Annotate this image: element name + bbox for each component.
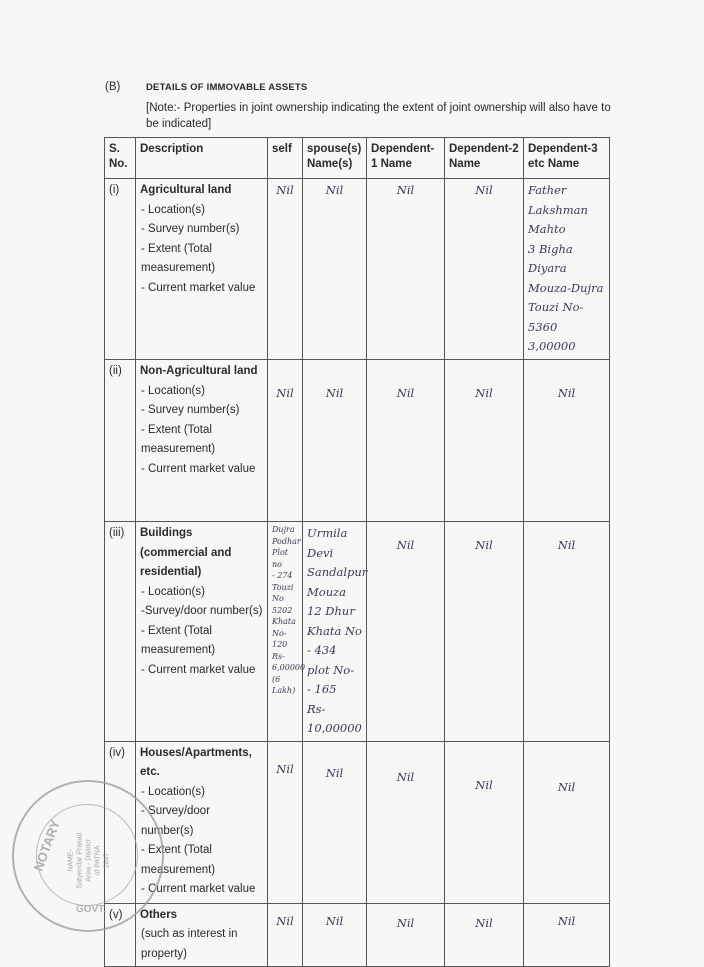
row-item: - Survey number(s) xyxy=(141,404,240,416)
cell-dependent-1: Nil xyxy=(367,179,445,360)
cell-dependent-1: Nil xyxy=(367,522,445,742)
cell-self: Nil xyxy=(268,903,303,967)
row-item: - Extent (Total measurement) xyxy=(141,624,216,656)
cell-dependent-1: Nil xyxy=(367,360,445,522)
handwritten-line: Plot no xyxy=(272,548,288,569)
handwritten-line: Rs- xyxy=(307,701,326,716)
handwritten-line: Father xyxy=(528,183,567,197)
handwritten-line: Lakshman xyxy=(528,202,588,217)
row-item: - Location(s) xyxy=(141,203,205,216)
cell-self: Nil xyxy=(268,179,303,360)
cell-dependent-3: Nil xyxy=(524,903,610,967)
cell-spouse: Nil xyxy=(303,903,367,967)
row-item: - Location(s) xyxy=(141,785,205,798)
seal-district: of PATNA xyxy=(94,845,102,876)
row-item: -Survey/door number(s) xyxy=(141,605,263,617)
immovable-assets-table xyxy=(104,137,610,967)
handwritten-line: - 434 xyxy=(307,643,337,657)
notary-seal xyxy=(12,780,164,932)
handwritten-line: Urmila Devi xyxy=(307,526,348,560)
seal-reg-no: 2847 xyxy=(103,852,111,869)
row-sno: (ii) xyxy=(105,360,136,522)
handwritten-line: Mouza xyxy=(307,584,347,599)
handwritten-line: 10,00000 xyxy=(307,721,362,735)
row-item: - Location(s) xyxy=(141,585,205,598)
table-row xyxy=(105,741,610,903)
handwritten-line: 120 xyxy=(272,640,288,649)
cell-dependent-3: Nil xyxy=(524,360,610,522)
row-sno: (i) xyxy=(105,179,136,360)
header-dependent-1: Dependent-1 Name xyxy=(367,138,445,179)
cell-dependent-2: Nil xyxy=(445,179,524,360)
header-dependent-2: Dependent-2 Name xyxy=(445,138,524,179)
row-item: (such as interest in property) xyxy=(141,928,238,960)
cell-dependent-2: Nil xyxy=(445,360,524,522)
handwritten-line: Sandalpur xyxy=(307,565,368,579)
handwritten-line: 3 Bigha xyxy=(528,241,573,256)
table-row xyxy=(105,360,610,522)
row-title: Buildings (commercial and residential) xyxy=(140,527,232,578)
handwritten-line: Dujra xyxy=(272,525,295,534)
handwritten-line: plot No- xyxy=(307,662,355,677)
seal-name-line: NAME- xyxy=(67,849,75,872)
cell-dependent-2: Nil xyxy=(445,522,524,742)
cell-dependent-2: Nil xyxy=(445,741,524,903)
cell-spouse: Nil xyxy=(303,741,367,903)
handwritten-line: Khata xyxy=(272,617,296,626)
handwritten-line: 3,00000 xyxy=(528,339,576,353)
row-title: Non-Agricultural land xyxy=(140,365,258,377)
header-description: Description xyxy=(136,138,268,179)
row-item: - Current market value xyxy=(141,883,256,895)
row-item: - Extent (Total measurement) xyxy=(141,844,216,876)
cell-spouse xyxy=(303,522,367,742)
row-title: Houses/Apartments, etc. xyxy=(140,746,252,778)
handwritten-line: Khata No xyxy=(307,623,362,638)
handwritten-line: Podhar xyxy=(272,536,301,546)
seal-area-line: Area - District xyxy=(85,839,93,882)
handwritten-line: - 165 xyxy=(307,682,337,696)
cell-spouse: Nil xyxy=(303,179,367,360)
cell-dependent-3 xyxy=(524,179,610,360)
table-row xyxy=(105,179,610,360)
cell-dependent-3: Nil xyxy=(524,741,610,903)
row-title: Agricultural land xyxy=(140,184,232,196)
handwritten-line: 6,00000 xyxy=(272,663,306,672)
section-label: (B) xyxy=(105,81,121,93)
row-sno: (v) xyxy=(105,903,136,967)
header-sno: S. No. xyxy=(105,138,136,179)
handwritten-line: Diyara xyxy=(528,261,567,275)
cell-self: Nil xyxy=(268,741,303,903)
table-row xyxy=(105,522,610,742)
row-item: - Extent (Total measurement) xyxy=(141,423,216,455)
row-item: - Location(s) xyxy=(141,384,205,397)
section-note: [Note:- Properties in joint ownership indicating the extent of joint ownership will also have to be indicated] xyxy=(146,102,611,130)
table-row xyxy=(105,903,610,967)
row-item: - Survey/door number(s) xyxy=(141,805,211,837)
cell-self: Nil xyxy=(268,360,303,522)
seal-center-text xyxy=(67,826,112,896)
header-self: self xyxy=(268,138,303,179)
seal-govt-text: GOVT. xyxy=(76,904,107,915)
row-item: - Survey number(s) xyxy=(141,223,240,235)
header-dependent-3: Dependent-3 etc Name xyxy=(524,138,610,179)
handwritten-line: Mouza-Dujra xyxy=(528,280,604,295)
row-description xyxy=(136,522,268,742)
handwritten-line: 12 Dhur xyxy=(307,604,355,618)
handwritten-line: Touzi No-5360 xyxy=(528,300,584,334)
row-item: - Current market value xyxy=(141,462,256,475)
cell-self xyxy=(268,522,306,742)
cell-dependent-1: Nil xyxy=(367,741,445,903)
table-header-row xyxy=(105,138,610,179)
row-title: Others xyxy=(140,908,178,921)
cell-spouse: Nil xyxy=(303,360,367,522)
handwritten-line: 5202 xyxy=(272,605,293,615)
handwritten-line: Mahto xyxy=(528,222,566,236)
handwritten-line: No- xyxy=(272,628,287,638)
handwritten-line: Rs- xyxy=(272,651,285,661)
row-description xyxy=(136,360,268,522)
cell-dependent-3: Nil xyxy=(524,522,610,742)
seal-ring-text: NOTARY xyxy=(30,817,63,874)
row-sno: (iii) xyxy=(105,522,136,742)
row-description xyxy=(136,179,268,360)
seal-name: Satyendar Prasad xyxy=(76,832,84,889)
row-sno: (iv) xyxy=(105,741,136,903)
row-item: - Current market value xyxy=(141,663,256,676)
cell-dependent-1: Nil xyxy=(367,903,445,967)
header-spouse: spouse(s) Name(s) xyxy=(303,138,367,179)
handwritten-line: (6 Lakh) xyxy=(272,674,296,695)
row-description xyxy=(136,903,268,967)
section-title: DETAILS OF IMMOVABLE ASSETS xyxy=(146,82,308,93)
handwritten-line: - 274 xyxy=(272,571,293,580)
row-item: - Current market value xyxy=(141,281,256,294)
row-item: - Extent (Total measurement) xyxy=(141,242,216,274)
cell-dependent-2: Nil xyxy=(445,903,524,967)
handwritten-line: Touzi No xyxy=(272,582,294,603)
